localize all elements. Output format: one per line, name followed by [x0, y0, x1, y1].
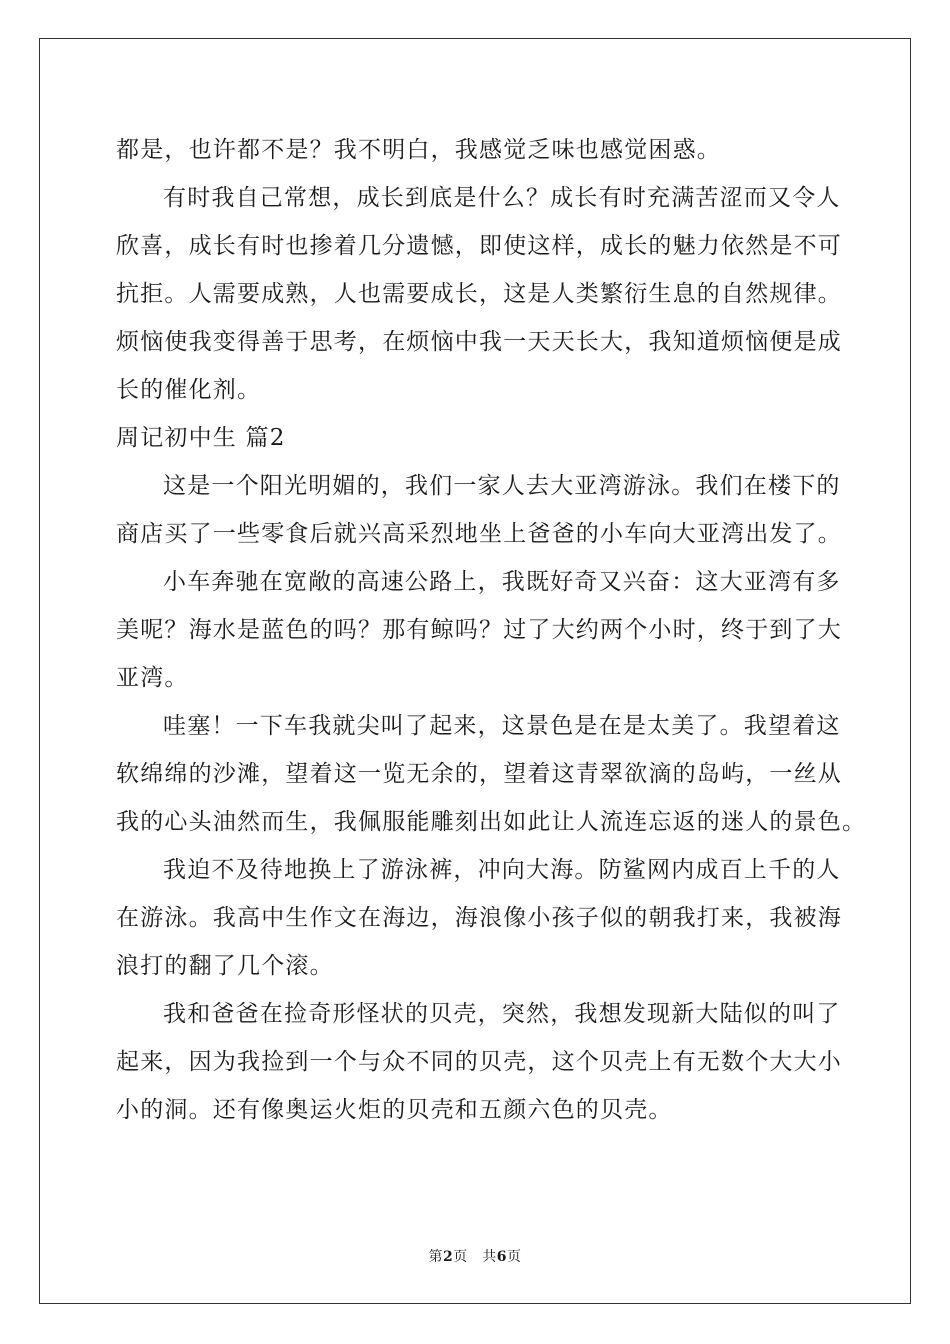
text-line: 在游泳。我高中生作文在海边，海浪像小孩子似的朝我打来，我被海: [116, 905, 842, 931]
text-line: 小的洞。还有像奥运火炬的贝壳和五颜六色的贝壳。: [116, 1097, 673, 1123]
current-page-number: 2: [443, 1249, 454, 1265]
text-line: 起来，因为我捡到一个与众不同的贝壳，这个贝壳上有无数个大大小: [116, 1049, 842, 1075]
text-line: 美呢？海水是蓝色的吗？那有鲸吗？过了大约两个小时，终于到了大: [116, 617, 842, 643]
footer-suffix: 页: [507, 1249, 522, 1265]
footer-prefix: 第: [428, 1249, 443, 1265]
text-line: 烦恼使我变得善于思考，在烦恼中我一天天长大，我知道烦恼便是成: [116, 329, 842, 355]
text-line: 我迫不及待地换上了游泳裤，冲向大海。防鲨网内成百上千的人: [163, 857, 841, 883]
text-line: 抗拒。人需要成熟，人也需要成长，这是人类繁衍生息的自然规律。: [116, 281, 842, 307]
text-line: 长的催化剂。: [116, 377, 262, 403]
text-line: 我的心头油然而生，我佩服能雕刻出如此让人流连忘返的迷人的景色。: [116, 809, 867, 835]
text-line: 周记初中生 篇2: [116, 425, 286, 451]
text-line: 我和爸爸在捡奇形怪状的贝壳，突然，我想发现新大陆似的叫了: [163, 1001, 841, 1027]
footer-mid: 页 共: [453, 1249, 497, 1265]
text-line: 浪打的翻了几个滚。: [116, 953, 334, 979]
text-line: 这是一个阳光明媚的，我们一家人去大亚湾游泳。我们在楼下的: [163, 473, 841, 499]
total-page-number: 6: [496, 1249, 507, 1265]
text-line: 亚湾。: [116, 665, 189, 691]
text-line: 哇塞！一下车我就尖叫了起来，这景色是在是太美了。我望着这: [163, 713, 841, 739]
document-body: [116, 126, 867, 1134]
text-line: 欣喜，成长有时也掺着几分遗憾，即使这样，成长的魅力依然是不可: [116, 233, 842, 259]
text-line: 有时我自己常想，成长到底是什么？成长有时充满苦涩而又令人: [163, 185, 841, 211]
text-line: 软绵绵的沙滩，望着这一览无余的，望着这青翠欲滴的岛屿，一丝从: [116, 761, 842, 787]
text-line: 都是，也许都不是？我不明白，我感觉乏味也感觉困惑。: [116, 137, 721, 163]
text-line: 商店买了一些零食后就兴高采烈地坐上爸爸的小车向大亚湾出发了。: [116, 521, 842, 547]
page-footer: [0, 1246, 950, 1266]
text-line: 小车奔驰在宽敞的高速公路上，我既好奇又兴奋：这大亚湾有多: [163, 569, 841, 595]
